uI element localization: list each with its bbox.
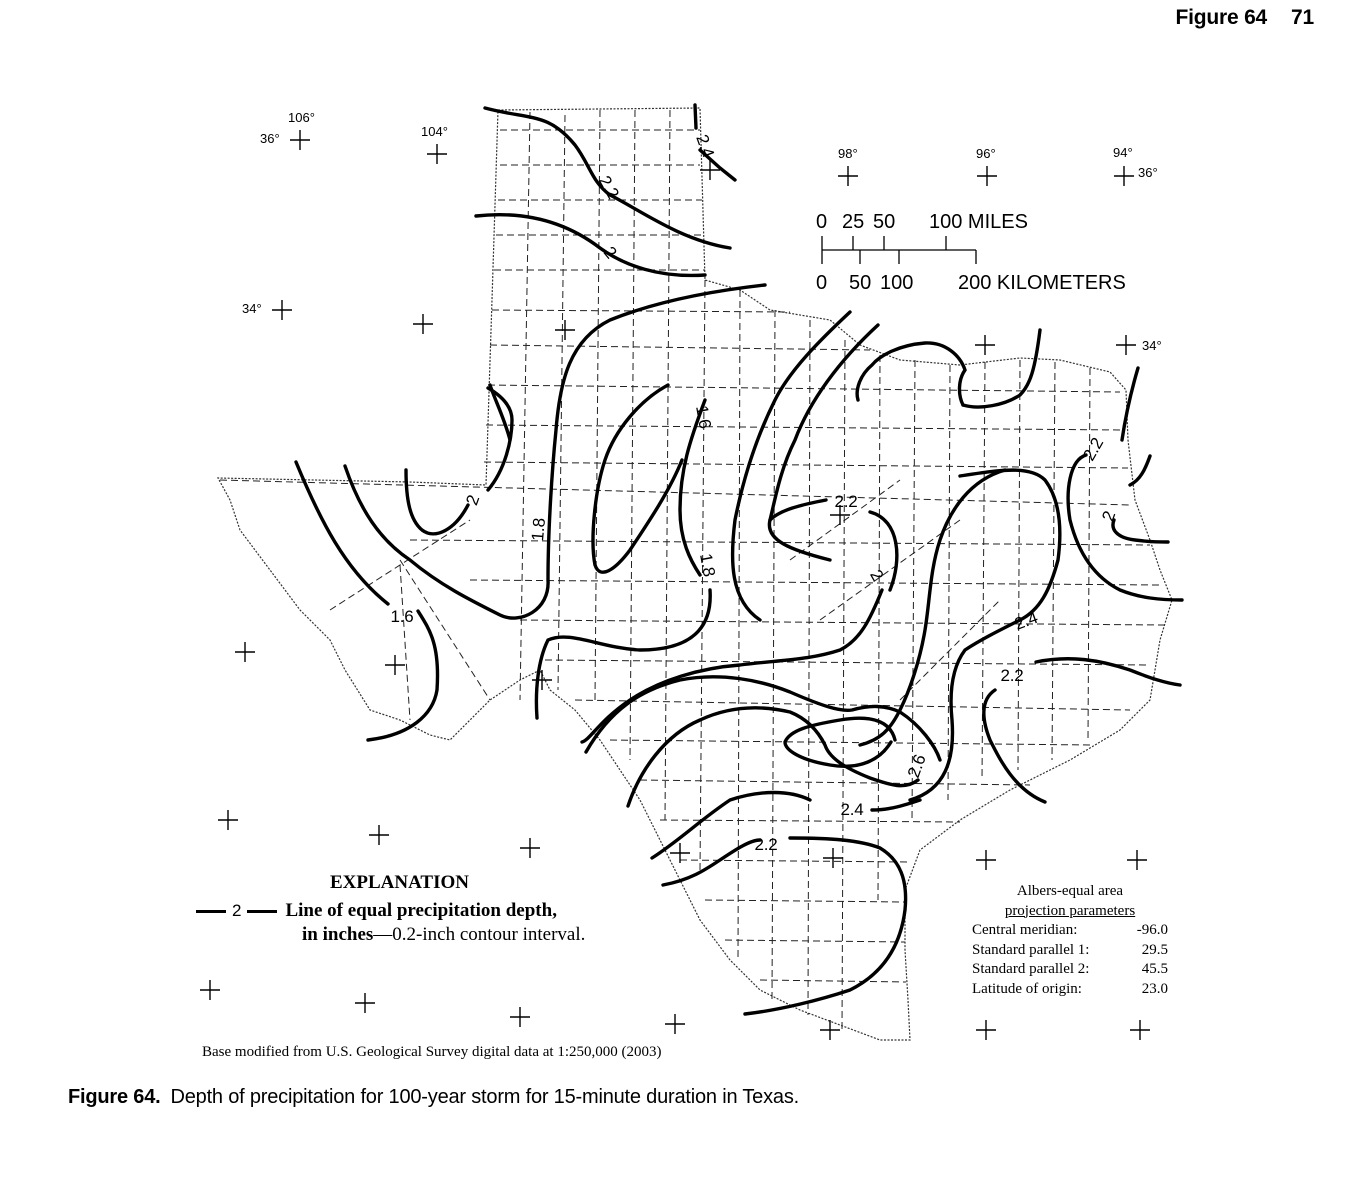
contour-label-1-8-center: 1.8 [696, 552, 719, 579]
projection-row-value: -96.0 [1136, 922, 1168, 938]
scale-miles-100: 100 MILES [929, 211, 1028, 233]
lon-98-label: 98° [838, 146, 858, 161]
projection-row [972, 941, 1168, 961]
contour-label-2-center: 2 [866, 566, 888, 585]
contour-label-2-4-north: 2.4 [692, 132, 719, 161]
page-number: 71 [1291, 6, 1314, 29]
scale-km-0: 0 [816, 272, 828, 294]
contour-label-2-2-southeast: 2.2 [1000, 666, 1024, 685]
contour-label-2-east: 2 [1098, 508, 1120, 524]
scale-km-100: 100 [880, 272, 914, 294]
contour-label-2-2-center: 2.2 [834, 492, 858, 511]
scale-miles-0: 0 [816, 211, 828, 233]
scale-km-200: 200 KILOMETERS [958, 272, 1126, 294]
scale-miles-50: 50 [873, 211, 896, 233]
legend-interval: —0.2-inch contour interval. [373, 924, 586, 945]
caption-label: Figure 64. [68, 1086, 161, 1108]
caption-text: Depth of precipitation for 100-year storm for 15-minute duration in Texas. [170, 1086, 799, 1108]
lon-106-label: 106° [288, 110, 315, 125]
contour-label-1-6-west: 1.6 [390, 607, 414, 626]
explanation-units-row [302, 924, 585, 946]
explanation-legend-row [196, 900, 585, 922]
contour-label-2-4-south: 2.4 [840, 800, 864, 819]
legend-line-right [247, 910, 277, 913]
lon-104-label: 104° [421, 124, 448, 139]
figure-caption [68, 1086, 799, 1109]
lat-34-west-label: 34° [242, 301, 262, 316]
scale-km-50: 50 [849, 272, 872, 294]
lat-34-east-label: 34° [1142, 338, 1162, 353]
scale-bar [816, 211, 1126, 294]
lat-36-west-label: 36° [260, 131, 280, 146]
lon-96-label: 96° [976, 146, 996, 161]
legend-line-description: Line of equal precipitation depth, [285, 900, 557, 921]
base-data-note: Base modified from U.S. Geological Survey digital data at 1:250,000 (2003) [202, 1044, 662, 1060]
projection-row-value: 29.5 [1141, 941, 1168, 958]
projection-row [972, 960, 1168, 980]
projection-title: Albers-equal area [1016, 883, 1124, 899]
contour-label-2-2-south: 2.2 [754, 835, 778, 854]
legend-sample-value: 2 [232, 901, 242, 920]
lon-94-label: 94° [1113, 145, 1133, 160]
contour-label-1-8-west: 1.8 [528, 517, 549, 542]
lat-36-east-label: 36° [1138, 165, 1158, 180]
projection-row-label: Standard parallel 1: [972, 941, 1090, 958]
contour-label-2-6-south: 2.6 [903, 752, 930, 781]
projection-row-value: 45.5 [1141, 961, 1168, 977]
contour-label-1-6-center: 1.6 [692, 404, 715, 431]
projection-subtitle: projection parameters [1004, 902, 1136, 919]
legend-units: in inches [302, 924, 374, 945]
contour-label-2-2-north: 2.2 [594, 172, 623, 202]
legend-line-left [196, 910, 226, 913]
projection-row [972, 980, 1168, 1000]
projection-row [972, 921, 1168, 941]
contour-label-2-west: 2 [462, 492, 484, 508]
contour-label-2-2-east: 2.2 [1079, 434, 1108, 464]
figure-label: Figure 64 [1175, 6, 1268, 29]
projection-row-label: Central meridian: [972, 922, 1078, 938]
contour-label-2-4-east: 2.4 [1012, 607, 1041, 634]
scale-miles-25: 25 [842, 211, 865, 233]
projection-row-label: Latitude of origin: [972, 980, 1082, 997]
map-explanation [196, 872, 585, 946]
projection-parameters [972, 882, 1168, 999]
projection-row-label: Standard parallel 2: [972, 961, 1090, 977]
contour-label-2-north: 2 [599, 242, 621, 263]
projection-row-value: 23.0 [1141, 980, 1168, 997]
explanation-title: EXPLANATION [330, 872, 469, 893]
